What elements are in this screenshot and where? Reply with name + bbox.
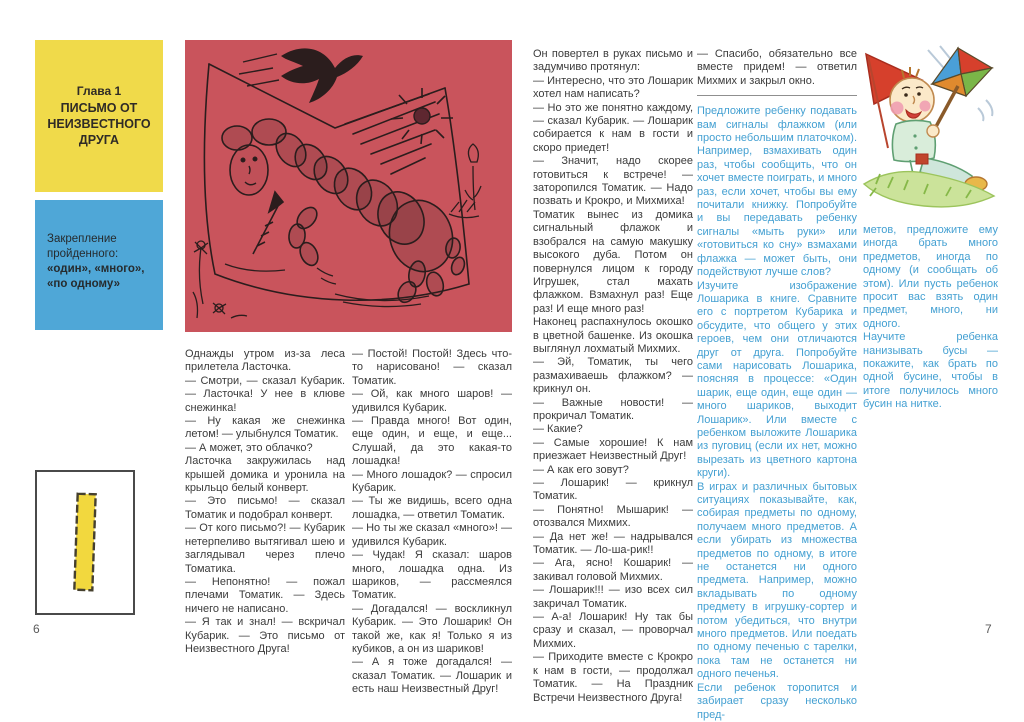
page-number-right: 7 [985,622,992,636]
story-paragraph: — Чудак! Я сказал: шаров много, лошадка одна. Из шариков, — рассмеялся Томатик. [352,549,512,602]
chapter-kicker: Глава 1 [76,84,122,98]
story-paragraph: — Важные новости! — прокричал Томатик. [533,396,693,422]
story-paragraph: — Самые хорошие! К нам приезжает Неизвестный Друг! [533,436,693,463]
chapter-box [35,40,163,192]
story-paragraph: — Ага, ясно! Кошарик! — закивал головой Михмих. [533,557,693,583]
topic-box [35,200,163,330]
page-number-left: 6 [33,622,40,636]
story-paragraph: Томатик вынес из домика сигнальный флажок и взобрался на самую макушку высокого дуба. Потом он повернулся лицом к городу Игрушек, стал махать флажком. Взмахнул раз! Еще раз! И еще много раз! [533,208,693,315]
story-column-1 [185,348,345,656]
story-paragraph: — Интересно, что это Лошарик хотел нам написать? [533,74,693,101]
story-paragraph: — Эй, Томатик, ты чего размахиваешь флажком? — крикнул он. [533,356,693,396]
story-paragraph: — Ой, как много шаров! — удивился Кубарик. [352,388,512,414]
story-paragraph: — Какие? [533,423,583,436]
story-paragraph: — Это письмо! — сказал Томатик и подобрал конверт. [185,495,345,521]
story-paragraph: — Ну какая же снежинка летом! — улыбнулся Томатик. [185,415,345,441]
story-paragraph: — Приходите вместе с Крокро к нам в гости, — продолжал Томатик. — На Праздник Встречи Неизвестного Друга! [533,651,693,704]
advice-paragraph: Изучите изображение Лошарика в книге. Сравните его с портретом Кубарика и обсудите, что общего у этих героев, чем они отличаются друг от друга. Попробуйте сами нарисовать Лошарика, поясняя в процессе: «Один шарик, еще один, еще один — много шариков, выходит Лошарик». Или вместе с ребенком выложите Лошарика из пуговиц (если их нет, можно вырезать из цветного картона круги). [697,279,857,480]
story-column-4 [697,48,857,722]
story-column-3 [533,48,693,705]
story-paragraph: — Ты же видишь, всего одна лошадка, — ответил Томатик. [352,495,512,521]
story-paragraph: — Много лошадок? — спросил Кубарик. [352,468,512,495]
story-paragraph: Наконец распахнулось окошко в цветной башенке. Из окошка выглянул лохматый Михмих. [533,316,693,355]
story-paragraph: Однажды утром из-за леса прилетела Ласточка. [185,348,345,374]
story-column-2 [352,348,512,697]
story-paragraph: — А я тоже догадался! — сказал Томатик. — Лошарик и есть наш Неизвестный Друг! [352,656,512,696]
story-paragraph: — А может, это облачко? [185,441,313,454]
loshark-envelope-sketch-illustration [185,40,512,337]
chapter-title: ПИСЬМО ОТ НЕИЗВЕСТНОГО ДРУГА [47,101,151,147]
story-paragraph: — От кого письмо?! — Кубарик нетерпеливо вытягивал шею и заглядывал через плечо Томатика. [185,522,345,575]
advice-paragraph: Научите ребенка нанизывать бусы — покажите, как брать по одной бусине, чтобы в итоге получилось много бусин на нитке. [863,331,998,411]
advice-paragraph: Предложите ребенку подавать вам сигналы флажком (или просто небольшим платочком). Например, взмахивать один раз, чтобы сообщить, что он хочет вместе поиграть, и много раз, если хочет, чтобы вы ему почитали книжку. Попробуйте и вы передавать ребенку сигналы «мыть руки» или «готовиться ко сну» взмахами флажка — может быть, они подействуют лучше слов? [697,105,857,279]
story-paragraph: — Лошарик! — крикнул Томатик. [533,477,693,503]
advice-block [697,105,857,722]
advice-paragraph: Если ребенок торопится и забирает сразу несколько пред- [697,681,857,721]
story-paragraph: — Правда много! Вот один, еще один, и еще, и еще... Слушай, да это какая-то лошадка! [352,415,512,468]
advice-paragraph: метов, предложите ему иногда брать много предметов, иногда по одному (и сообщать об этом). Или пусть ребенок просит вас взять один предмет, много, ни одного. [863,224,998,330]
story-paragraph: Он повертел в руках письмо и задумчиво протянул: [533,48,693,74]
story-paragraph: — Непонятно! — пожал плечами Томатик. — Здесь ничего не написано. [185,575,345,615]
advice-column-3 [863,224,998,412]
topic-label: Закрепление пройденного: [47,233,119,260]
story-paragraph: — Значит, надо скорее готовиться к встрече! — заторопился Томатик. — Надо позвать и Крокро, и Михмиха! [533,155,693,208]
topic-terms: «один», «много», «по одному» [47,263,145,290]
story-paragraph: — А-а! Лошарик! Ну так бы сразу и сказал, — проворчал Михмих. [533,611,693,650]
story-paragraph: — Но ты же сказал «много»! — удивился Кубарик. [352,522,512,548]
story-paragraph: — Да нет же! — надрывался Томатик. — Ло-ша-рик!! [533,530,693,557]
story-paragraph: — Понятно! Мышарик! — отозвался Михмих. [533,503,693,530]
flag-kite-icon [932,48,992,121]
story-paragraph: — Постой! Постой! Здесь что-то нарисовано! — сказал Томатик. [352,348,512,387]
story-paragraph: Ласточка закружилась над крышей домика и уронила на крыльцо белый конверт. [185,455,345,495]
story-paragraph: — Лошарик!!! — изо всех сил закричал Томатик. [533,584,693,610]
story-paragraph: — Смотри, — сказал Кубарик. — Ласточка! У нее в клюве снежинка! [185,374,345,414]
story-paragraph: — Но это же понятно каждому, — сказал Кубарик. — Лошарик собирается к нам в гости и скоро приедет! [533,101,693,154]
story-paragraph: — А как его зовут? [533,463,629,476]
story-paragraph: — Я так и знал! — вскричал Кубарик. — Это письмо от Неизвестного Друга! [185,616,345,655]
section-divider [697,95,857,96]
counting-stick-icon [74,494,95,591]
boy-with-flag-illustration [858,38,1000,215]
advice-paragraph: В играх и различных бытовых ситуациях показывайте, как, собирая предметы по одному, получаем много предметов. А если убирать из множества предметов по одному, в итоге не останется ни одного предмета. Например, можно вкладывать по одному предмету в игрушку-сортер и потом убедиться, что внутри много предметов. Или поедать по одному печенью с тарелки, пока там не останется ни одного печенья. [697,480,857,681]
story-paragraph: — Догадался! — воскликнул Кубарик. — Это Лошарик! Он такой же, как я! Только я из кубиков, а он из шариков! [352,602,512,655]
story-paragraph: — Спасибо, обязательно все вместе придем! — ответил Михмих и закрыл окно. [697,48,857,87]
counting-stick-illustration [35,470,135,615]
